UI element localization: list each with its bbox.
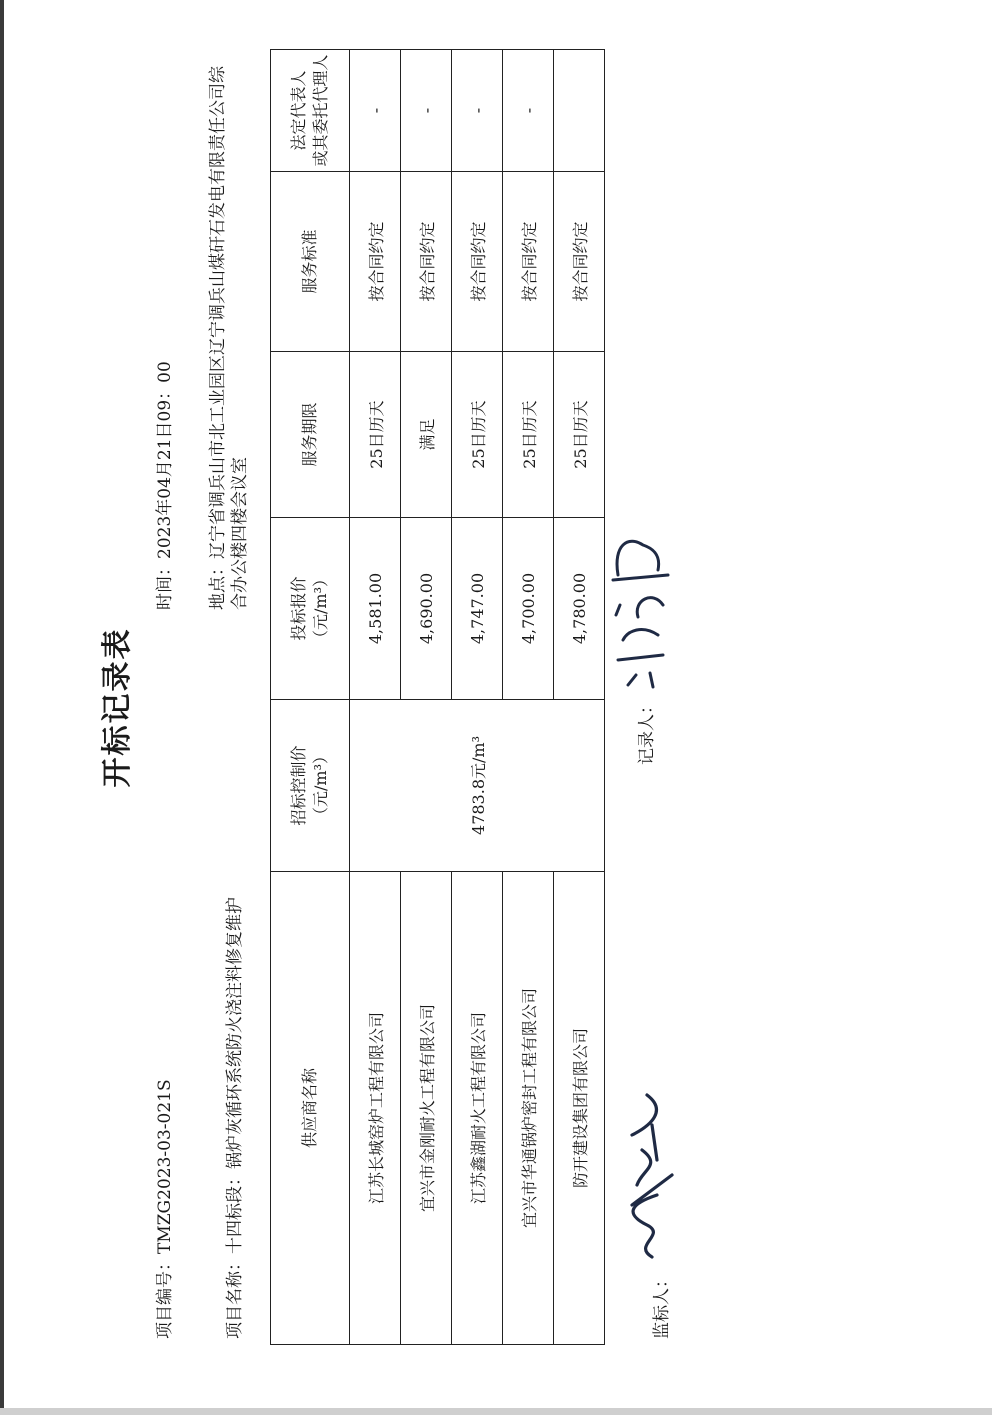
header-representative-line1: 法定代表人 bbox=[289, 70, 308, 151]
project-number-label: 项目编号： bbox=[155, 1254, 175, 1339]
table-row bbox=[452, 50, 503, 1345]
row-representative: - bbox=[401, 50, 452, 172]
control-price-cell: 4783.8元/m³ bbox=[350, 700, 605, 872]
header-bid-price-line1: 投标报价 bbox=[289, 576, 308, 641]
row-supplier: 防开建设集团有限公司 bbox=[554, 872, 605, 1345]
row-service-standard: 按合同约定 bbox=[554, 172, 605, 352]
project-name-label: 项目名称： bbox=[225, 1254, 245, 1339]
project-number-value: TMZG2023-03-021S bbox=[155, 1079, 175, 1254]
row-representative: - bbox=[452, 50, 503, 172]
bid-records-table bbox=[270, 49, 605, 1345]
opening-location-label: 地点： bbox=[208, 559, 228, 610]
header-bid-price bbox=[271, 518, 350, 700]
recorder-label: 记录人： bbox=[637, 697, 657, 765]
opening-time-value: 2023年04月21日09：00 bbox=[155, 361, 175, 559]
opening-time-label: 时间： bbox=[155, 559, 175, 610]
row-bid-price: 4,581.00 bbox=[350, 518, 401, 700]
row-service-period: 25日历天 bbox=[554, 352, 605, 518]
opening-time bbox=[150, 361, 175, 610]
row-service-standard: 按合同约定 bbox=[350, 172, 401, 352]
header-bid-price-line2: （元/m³） bbox=[311, 571, 330, 646]
row-bid-price: 4,690.00 bbox=[401, 518, 452, 700]
row-service-period: 25日历天 bbox=[452, 352, 503, 518]
header-control-price-line1: 招标控制价 bbox=[289, 745, 308, 826]
row-service-period: 25日历天 bbox=[503, 352, 554, 518]
header-control-price bbox=[271, 700, 350, 872]
opening-location bbox=[207, 50, 251, 610]
page-title: 开标记录表 bbox=[100, 627, 135, 788]
project-number bbox=[150, 1079, 175, 1339]
row-service-period: 25日历天 bbox=[350, 352, 401, 518]
header-representative-line2: 或其委托代理人 bbox=[311, 54, 330, 167]
header-service-period: 服务期限 bbox=[271, 352, 350, 518]
project-name-value: 十四标段：锅炉灰循环系统防火浇注料修复维护 bbox=[225, 897, 245, 1254]
row-representative: - bbox=[350, 50, 401, 172]
row-supplier: 宜兴市华通锅炉密封工程有限公司 bbox=[503, 872, 554, 1345]
table-row bbox=[554, 50, 605, 1345]
row-service-standard: 按合同约定 bbox=[401, 172, 452, 352]
table-row bbox=[350, 50, 401, 1345]
opening-location-value: 辽宁省调兵山市北工业园区辽宁调兵山煤矸石发电有限责任公司综合办公楼四楼会议室 bbox=[208, 66, 250, 610]
row-bid-price: 4,780.00 bbox=[554, 518, 605, 700]
row-supplier: 江苏长城窑炉工程有限公司 bbox=[350, 872, 401, 1345]
header-representative bbox=[271, 50, 350, 172]
header-service-standard: 服务标准 bbox=[271, 172, 350, 352]
row-supplier: 江苏鑫湖耐火工程有限公司 bbox=[452, 872, 503, 1345]
header-supplier: 供应商名称 bbox=[271, 872, 350, 1345]
row-service-standard: 按合同约定 bbox=[503, 172, 554, 352]
table-header-row bbox=[271, 50, 350, 1345]
project-name bbox=[220, 897, 245, 1339]
supervisor-signature bbox=[612, 1085, 682, 1265]
row-supplier: 宜兴市金刚耐火工程有限公司 bbox=[401, 872, 452, 1345]
table-row bbox=[503, 50, 554, 1345]
row-service-period: 满足 bbox=[401, 352, 452, 518]
row-representative: - bbox=[503, 50, 554, 172]
table-row bbox=[401, 50, 452, 1345]
row-representative bbox=[554, 50, 605, 172]
header-control-price-line2: （元/m³） bbox=[311, 748, 330, 823]
row-bid-price: 4,747.00 bbox=[452, 518, 503, 700]
supervisor-label: 监标人： bbox=[652, 1271, 672, 1339]
recorder-signature bbox=[598, 515, 678, 695]
row-bid-price: 4,700.00 bbox=[503, 518, 554, 700]
row-service-standard: 按合同约定 bbox=[452, 172, 503, 352]
